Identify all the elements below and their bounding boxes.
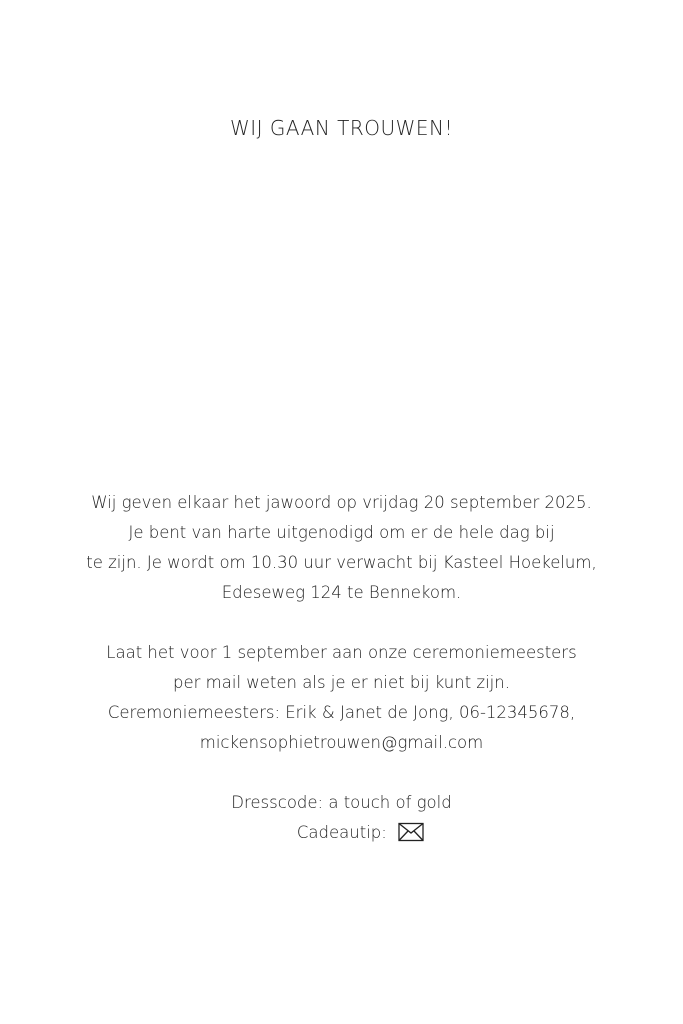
invitation-title: WIJ GAAN TROUWEN!	[229, 116, 454, 140]
rsvp-line-3: Ceremoniemeesters: Erik & Janet de Jong, 06-12345678,	[107, 703, 576, 722]
envelope-icon	[398, 822, 424, 842]
gift-tip-line	[0, 818, 683, 848]
paragraph-spacer	[0, 758, 683, 788]
details-line-1: Wij geven elkaar het jawoord op vrijdag 20 september 2025.	[91, 493, 592, 512]
dresscode-line: Dresscode: a touch of gold	[231, 793, 452, 812]
gift-tip-label: Cadeautip:	[296, 823, 387, 842]
rsvp-email: mickensophietrouwen@gmail.com	[199, 733, 484, 752]
invitation-body	[0, 488, 683, 848]
details-line-4: Edeseweg 124 te Bennekom.	[221, 583, 462, 602]
rsvp-line-1: Laat het voor 1 september aan onze ceremoniemeesters	[106, 643, 577, 662]
details-line-2: Je bent van harte uitgenodigd om er de hele dag bij	[128, 523, 555, 542]
details-line-3: te zijn. Je wordt om 10.30 uur verwacht bij Kasteel Hoekelum,	[86, 553, 597, 572]
rsvp-line-2: per mail weten als je er niet bij kunt zijn.	[173, 673, 510, 692]
paragraph-spacer	[0, 608, 683, 638]
